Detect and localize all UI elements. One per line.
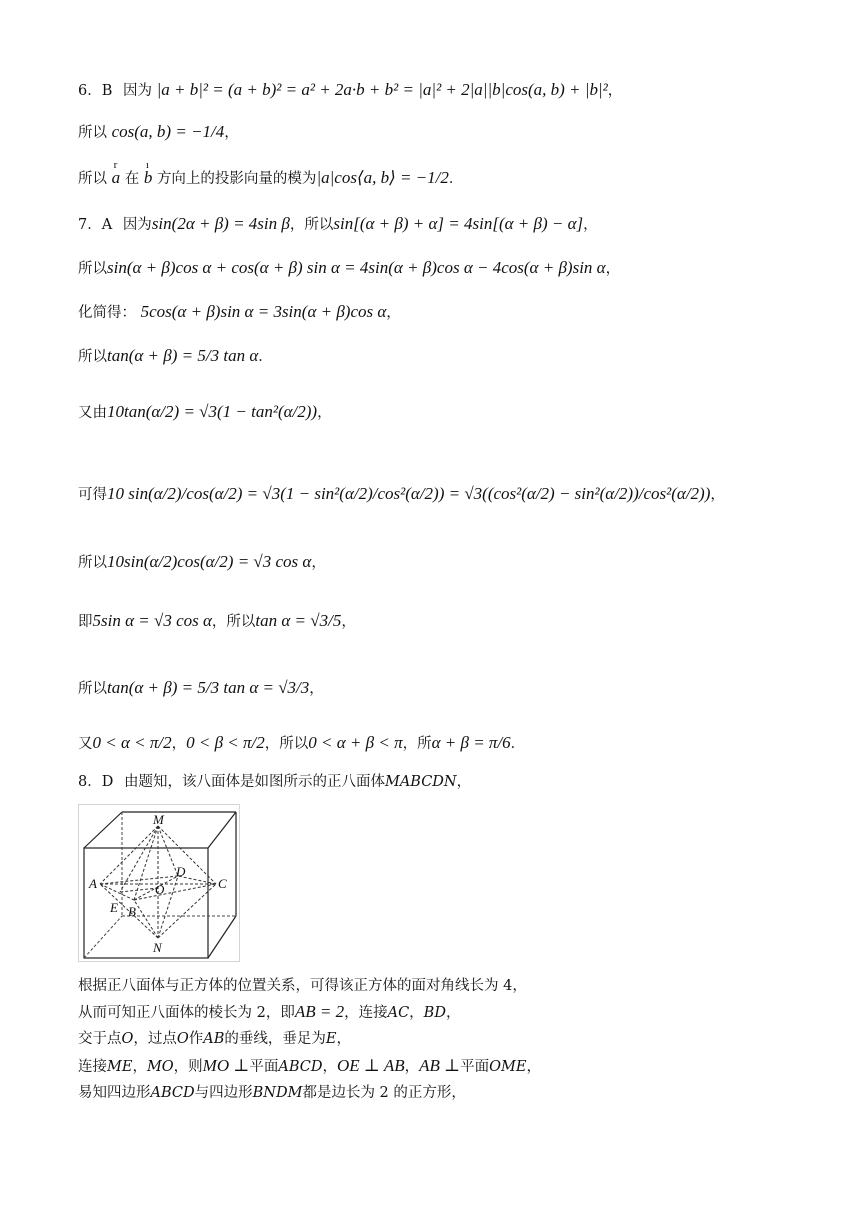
p6-line1: 6．B 因为 |a + b|² = (a + b)² = a² + 2a·b + b² = |a|² + 2|a||b|cos(a, b) + |b|²， xyxy=(78,80,623,99)
p7-line1: 7．A 因为sin(2α + β) = 4sin β，所以sin[(α + β) + α] = 4sin[(α + β) − α]， xyxy=(78,214,598,233)
p8-l5-e: ，则 xyxy=(173,1059,203,1075)
p7-l5-prefix: 又由 xyxy=(78,405,107,421)
p6-l3-vec-b: ı b xyxy=(144,168,153,188)
p7-l7-math: 10sin(α/2)cos(α/2) = √3 cos α xyxy=(107,552,312,571)
p7-line3: 化简得： 5cos(α + β)sin α = 3sin(α + β)cos α， xyxy=(78,302,401,321)
p7-l8-prefix: 即 xyxy=(78,614,93,630)
p6-l3-zai: 在 xyxy=(124,171,140,187)
fig-label-m: M xyxy=(153,812,164,827)
p8-l5-abcd: ABCD xyxy=(278,1059,323,1075)
p8-l4-g: 的垂线，垂足为 xyxy=(224,1031,326,1047)
p7-l8-math2: tan α = √3/5 xyxy=(255,611,342,630)
p8-l3-ac: AC xyxy=(387,1005,410,1021)
p8-l5-g: 平面 xyxy=(249,1059,279,1075)
p8-l6-e: 都是边长为 2 的正方形， xyxy=(302,1085,466,1101)
p6-l3-text: 方向上的投影向量的模为 xyxy=(156,171,317,187)
p8-l5-k: ， xyxy=(404,1059,420,1075)
fig-label-b: B xyxy=(128,904,136,919)
p7-l1-prefix: 因为 xyxy=(122,217,152,233)
p8-line4 xyxy=(78,1029,351,1049)
p7-l7-prefix: 所以 xyxy=(78,555,107,571)
p8-line1: 8．D 由题知，该八面体是如图所示的正八面体MABCDN， xyxy=(78,774,472,790)
p7-line7: 所以10sin(α/2)cos(α/2) = √3 cos α， xyxy=(78,552,326,571)
p8-l3-bd: BD xyxy=(423,1005,446,1021)
p8-l5-i: ， xyxy=(322,1059,337,1075)
p7-l4-math: tan(α + β) = 5/3 tan α xyxy=(107,346,259,365)
p6-line2: 所以 cos(a, b) = −1/4， xyxy=(78,122,239,141)
p8-l5-math2: OE ⊥ AB xyxy=(336,1056,405,1075)
p7-l8-mid: ，所以 xyxy=(211,614,256,630)
p8-l4-e: 作 xyxy=(188,1031,204,1047)
p7-l3-math: 5cos(α + β)sin α = 3sin(α + β)cos α xyxy=(140,302,387,321)
p8-number: 8．D xyxy=(78,774,114,790)
p7-line10: 又0 < α < π/2，0 < β < π/2，所以0 < α + β < π，所α + β = π/6． xyxy=(78,733,526,752)
p7-l1-math1: sin(2α + β) = 4sin β xyxy=(151,214,290,233)
p8-l6-c: 与四边形 xyxy=(194,1085,253,1101)
p7-l10-math3: 0 < α + β < π xyxy=(308,733,403,752)
fig-label-o: O xyxy=(155,882,165,897)
p6-l2-prefix: 所以 xyxy=(78,125,107,141)
p7-l4-prefix: 所以 xyxy=(78,349,107,365)
p8-line2 xyxy=(78,976,527,996)
p6-l3-math: |a|cos⟨a, b⟩ = −1/2 xyxy=(316,168,449,187)
p8-l4-o1: O xyxy=(121,1031,134,1047)
p7-l5-math: 10tan(α/2) = √3(1 − tan²(α/2)) xyxy=(107,402,318,421)
octahedron-cube-figure xyxy=(78,804,240,962)
p8-l4-ab: AB xyxy=(203,1031,225,1047)
p8-l5-me: ME xyxy=(107,1059,133,1075)
p7-l1-math2: sin[(α + β) + α] = 4sin[(α + β) − α] xyxy=(333,214,584,233)
p7-l8-math1: 5sin α = √3 cos α xyxy=(92,611,212,630)
p8-l5-o: ， xyxy=(526,1059,541,1075)
p7-l3-prefix: 化简得： xyxy=(78,305,136,321)
p8-l4-i: ， xyxy=(336,1031,352,1047)
fig-label-a: A xyxy=(89,876,97,891)
p8-l1-name: MABCDN xyxy=(384,774,457,790)
p8-l3-a: 从而可知正八面体的棱长为 2，即 xyxy=(78,1005,295,1021)
p8-l2: 根据正八面体与正方体的位置关系，可得该正方体的面对角线长为 4， xyxy=(78,978,527,994)
p7-line2: 所以sin(α + β)cos α + cos(α + β) sin α = 4sin(α + β)cos α − 4cos(α + β)sin α， xyxy=(78,258,621,277)
p8-l6-bndm: BNDM xyxy=(252,1085,303,1101)
p7-number: 7．A xyxy=(78,217,113,233)
p8-l3-d: ， xyxy=(409,1005,424,1021)
p7-l10-mid: ，所以 xyxy=(264,736,309,752)
p7-line8: 即5sin α = √3 cos α，所以tan α = √3/5， xyxy=(78,611,356,630)
fig-label-d: D xyxy=(176,864,186,879)
p7-l9-prefix: 所以 xyxy=(78,681,107,697)
p7-l2-prefix: 所以 xyxy=(78,261,107,277)
p8-l5-m: 平面 xyxy=(460,1059,490,1075)
p7-l10-prefix: 又 xyxy=(78,736,93,752)
p8-l1-text: 由题知，该八面体是如图所示的正八面体 xyxy=(123,774,385,790)
p8-l6-a: 易知四边形 xyxy=(78,1085,151,1101)
p8-l4-o2: O xyxy=(176,1031,189,1047)
fig-label-e: E xyxy=(110,900,118,915)
p7-line9: 所以tan(α + β) = 5/3 tan α = √3/3， xyxy=(78,678,324,697)
fig-label-n: N xyxy=(153,940,162,955)
p8-l4-c: ，过点 xyxy=(133,1031,177,1047)
p7-l1-mid: ，所以 xyxy=(289,217,334,233)
p8-line5 xyxy=(78,1056,541,1077)
p7-l6-prefix: 可得 xyxy=(78,487,107,503)
p6-l1-math: |a + b|² = (a + b)² = a² + 2a·b + b² = |a|² + 2|a||b|cos(a, b) + |b|² xyxy=(156,80,608,99)
p8-l3-f: ， xyxy=(445,1005,461,1021)
p6-line3: 所以 r a 在 ı b 方向上的投影向量的模为|a|cos⟨a, b⟩ = −1/2． xyxy=(78,168,463,189)
p8-l3-b: ，连接 xyxy=(344,1005,388,1021)
p8-line6 xyxy=(78,1083,466,1103)
p8-l4-e-point: E xyxy=(325,1031,337,1047)
p7-l10-math2: 0 < β < π/2 xyxy=(186,733,265,752)
p7-l9-math: tan(α + β) = 5/3 tan α = √3/3 xyxy=(107,678,310,697)
p7-l2-math: sin(α + β)cos α + cos(α + β) sin α = 4sin(α + β)cos α − 4cos(α + β)sin α xyxy=(107,258,606,277)
fig-label-c: C xyxy=(218,876,227,891)
p8-line3 xyxy=(78,1002,460,1023)
p8-l5-c: ， xyxy=(132,1059,147,1075)
p7-line5: 又由10tan(α/2) = √3(1 − tan²(α/2))， xyxy=(78,402,332,421)
p6-l3-vec-a: r a xyxy=(112,168,121,188)
p6-l3-prefix: 所以 xyxy=(78,171,107,187)
p7-l10-math4: α + β = π/6 xyxy=(431,733,511,752)
p8-l4-a: 交于点 xyxy=(78,1031,122,1047)
p7-l10-mid2: ，所 xyxy=(402,736,432,752)
p8-l5-mo: MO xyxy=(146,1059,174,1075)
p8-l5-math1: MO ⊥ xyxy=(202,1056,250,1075)
p8-l6-abcd: ABCD xyxy=(150,1085,195,1101)
p6-number: 6．B xyxy=(78,83,113,99)
p7-l10-math1: 0 < α < π/2 xyxy=(92,733,172,752)
p6-l2-math: cos(a, b) = −1/4 xyxy=(111,122,225,141)
p8-l5-math3: AB ⊥ xyxy=(419,1056,461,1075)
p8-l3-math: AB = 2 xyxy=(294,1002,345,1021)
p8-l5-a: 连接 xyxy=(78,1059,107,1075)
p7-line4: 所以tan(α + β) = 5/3 tan α． xyxy=(78,346,273,365)
p6-l1-prefix: 因为 xyxy=(123,83,152,99)
p7-line6: 可得10 sin(α/2)/cos(α/2) = √3(1 − sin²(α/2)/cos²(α/2)) = √3((cos²(α/2) − sin²(α/2))/cos²(α/2))， xyxy=(78,484,725,503)
p7-l6-math: 10 sin(α/2)/cos(α/2) = √3(1 − sin²(α/2)/cos²(α/2)) = √3((cos²(α/2) − sin²(α/2))/cos²(α/2)) xyxy=(107,484,711,503)
p8-l5-ome: OME xyxy=(489,1059,527,1075)
